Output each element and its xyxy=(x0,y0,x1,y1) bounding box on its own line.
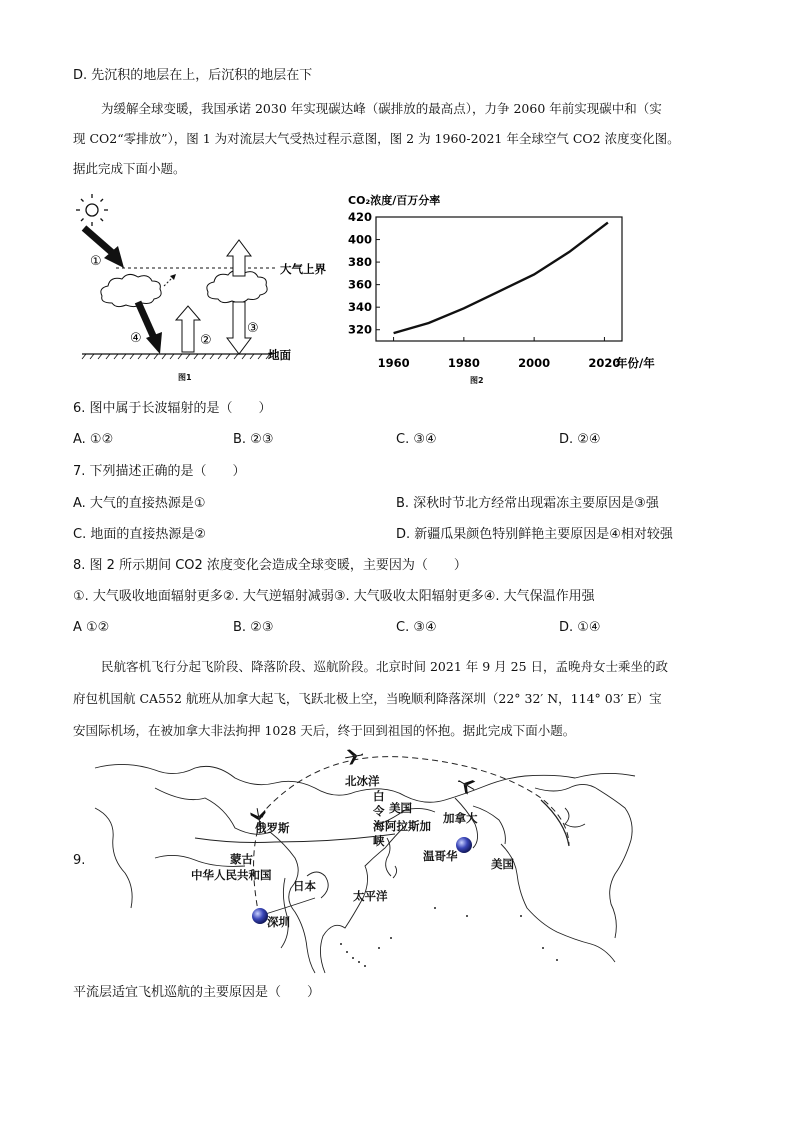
passage2-line1: 民航客机飞行分起飞阶段、降落阶段、巡航阶段。北京时间 2021 年 9 月 25 日，孟晚舟女士乘坐的政 xyxy=(101,659,669,674)
label-bering-1: 白 xyxy=(373,789,385,803)
chart-x-title: 年份/年 xyxy=(616,356,655,370)
q7-option-d[interactable]: D. 新疆瓜果颜色特别鲜艳主要原因是④相对较强 xyxy=(396,527,673,542)
q8-option-d[interactable]: D. ①④ xyxy=(559,620,601,635)
arrow-4-solar-to-ground xyxy=(138,302,162,354)
q6-stem: 6. 图中属于长波辐射的是（ ） xyxy=(73,401,272,416)
passage1-line1: 为缓解全球变暖，我国承诺 2030 年实现碳达峰（碳排放的最高点），力争 2060 年前实现碳中和（实 xyxy=(101,101,662,116)
q7-option-c[interactable]: C. 地面的直接热源是② xyxy=(73,527,206,542)
figure-1-diagram xyxy=(76,192,326,382)
marker-3: ③ xyxy=(247,321,259,336)
option-d-previous: D. 先沉积的地层在上，后沉积的地层在下 xyxy=(73,68,313,83)
flight-route-solid xyxy=(541,800,569,846)
label-vancouver: 温哥华 xyxy=(423,849,458,863)
label-canada: 加拿大 xyxy=(443,811,478,825)
chart-frame xyxy=(376,217,622,341)
x-tick-label: 1980 xyxy=(447,356,480,370)
coastlines xyxy=(95,764,635,973)
airplane-icon xyxy=(344,747,364,765)
label-bering-4: 峡 xyxy=(373,834,385,848)
marker-2: ② xyxy=(200,333,212,348)
label-russia: 俄罗斯 xyxy=(255,821,290,835)
arrow-2-ground-radiation xyxy=(176,306,200,352)
q7-stem: 7. 下列描述正确的是（ ） xyxy=(73,464,246,479)
passage1-line3: 据此完成下面小题。 xyxy=(73,161,186,176)
q9-stem: 平流层适宜飞机巡航的主要原因是（ ） xyxy=(73,985,321,1000)
label-pacific-ocean: 太平洋 xyxy=(353,889,388,903)
q8-stem: 8. 图 2 所示期间 CO2 浓度变化会造成全球变暖，主要因为（ ） xyxy=(73,558,467,573)
marker-4: ④ xyxy=(130,331,142,346)
y-tick-label: 320 xyxy=(347,322,372,337)
y-tick-label: 380 xyxy=(347,255,372,270)
x-tick-label: 1960 xyxy=(377,356,410,370)
passage2-line2: 府包机国航 CA552 航班从加拿大起飞，飞跃北极上空，当晚顺利降落深圳（22° 32′ N，114° 03′ E）宝 xyxy=(73,691,662,706)
q8-statements: ①. 大气吸收地面辐射更多②. 大气逆辐射减弱③. 大气吸收太阳辐射更多④. 大气保温作用强 xyxy=(73,589,595,604)
q8-option-a[interactable]: A ①② xyxy=(73,620,110,635)
label-bering-3: 海 xyxy=(373,819,385,833)
label-alaska: 阿拉斯加 xyxy=(385,819,431,833)
arrow-up-escaping xyxy=(227,240,251,276)
co2-series-line xyxy=(394,223,608,334)
q9-number: 9. xyxy=(73,853,86,868)
passage1-line2: 现 CO2“零排放”），图 1 为对流层大气受热过程示意图，图 2 为 1960-2021 年全球空气 CO2 浓度变化图。 xyxy=(73,131,680,146)
q8-option-b[interactable]: B. ②③ xyxy=(233,620,274,635)
y-tick-label: 420 xyxy=(347,210,372,224)
y-tick-label: 340 xyxy=(347,300,372,315)
q6-option-c[interactable]: C. ③④ xyxy=(396,432,437,447)
airplane-icon xyxy=(455,774,478,796)
x-tick-label: 2000 xyxy=(518,356,551,370)
label-top-of-atmosphere: 大气上界 xyxy=(280,262,326,276)
cloud-left xyxy=(101,274,161,306)
label-ground: 地面 xyxy=(268,348,291,362)
label-alaska-us: 美国 xyxy=(389,801,412,815)
q8-option-c[interactable]: C. ③④ xyxy=(396,620,437,635)
label-arctic-ocean: 北冰洋 xyxy=(345,774,380,788)
passage2-line3: 安国际机场，在被加拿大非法拘押 1028 天后，终于回到祖国的怀抱。据此完成下面小题。 xyxy=(73,723,576,738)
chart-y-title: CO₂浓度/百万分率 xyxy=(348,194,441,207)
vancouver-marker xyxy=(456,837,472,853)
figure-1-caption: 图1 xyxy=(178,373,192,382)
x-tick-label: 2020 xyxy=(588,356,621,370)
q6-option-d[interactable]: D. ②④ xyxy=(559,432,601,447)
figure-2-caption: 图2 xyxy=(470,376,484,385)
q7-option-a[interactable]: A. 大气的直接热源是① xyxy=(73,496,206,511)
label-japan: 日本 xyxy=(293,879,316,893)
label-usa: 美国 xyxy=(491,857,514,871)
figure-2-chart xyxy=(336,190,676,390)
marker-1: ① xyxy=(90,254,102,269)
flight-route-map xyxy=(95,748,635,973)
y-tick-label: 400 xyxy=(347,232,372,247)
shenzhen-marker xyxy=(252,908,268,924)
sun-icon xyxy=(76,194,108,226)
y-tick-label: 360 xyxy=(347,277,372,292)
q7-option-b[interactable]: B. 深秋时节北方经常出现霜冻主要原因是③强 xyxy=(396,496,659,511)
label-shenzhen: 深圳 xyxy=(267,915,290,929)
q6-option-b[interactable]: B. ②③ xyxy=(233,432,274,447)
q6-option-a[interactable]: A. ①② xyxy=(73,432,114,447)
label-mongolia: 蒙古 xyxy=(230,852,253,866)
label-china: 中华人民共和国 xyxy=(191,868,272,882)
label-bering-2: 令 xyxy=(373,804,385,818)
